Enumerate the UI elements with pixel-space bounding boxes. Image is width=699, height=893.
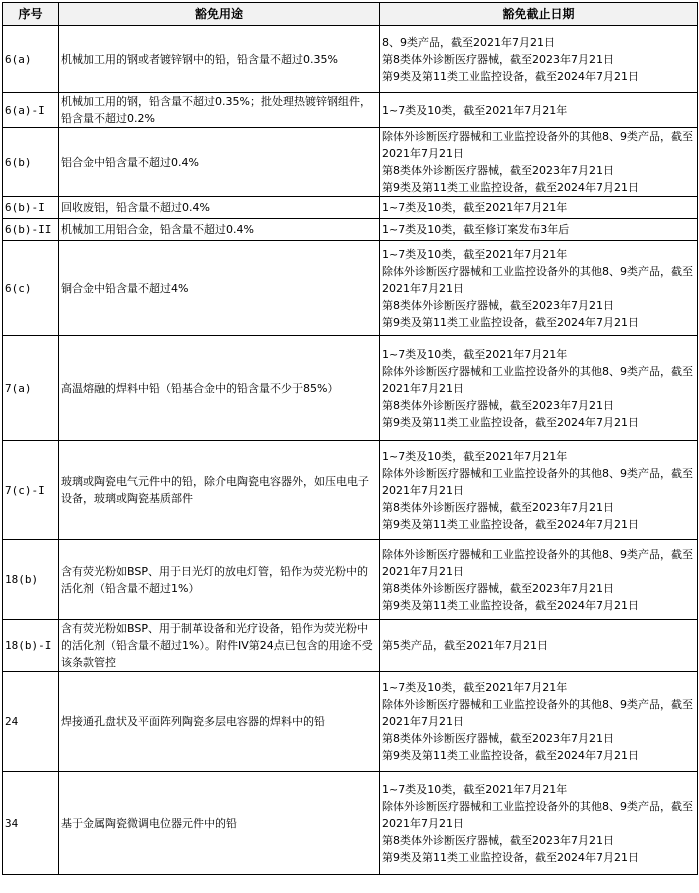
- expiry-line: 第8类体外诊断医疗器械，截至2023年7月21日: [382, 398, 614, 412]
- expiry-line: 1~7类及10类，截至2021年7月21年: [382, 247, 568, 261]
- expiry-line: 第9类及第11类工业监控设备，截至2024年7月21日: [382, 69, 639, 83]
- item-number: 6(a): [3, 26, 59, 93]
- expiry-line: 1~7类及10类，截至2021年7月21年: [382, 201, 568, 214]
- exempted-use: 含有荧光粉如BSP、用于日光灯的放电灯管，铅作为荧光粉中的活化剂（铅含量不超过1%）: [59, 540, 380, 620]
- table-row: [3, 197, 698, 219]
- expiry-cell: [380, 620, 698, 672]
- table-row: [3, 26, 698, 93]
- item-number: 18(b): [3, 540, 59, 620]
- expiry-cell: [380, 672, 698, 772]
- item-number: 6(b)-I: [3, 197, 59, 219]
- expiry-line: 除体外诊断医疗器械和工业监控设备外的其他8、9类产品，截至2021年7月21日: [382, 799, 693, 830]
- expiry-line: 除体外诊断医疗器械和工业监控设备外的其他8、9类产品，截至2021年7月21日: [382, 547, 693, 578]
- expiry-line: 第8类体外诊断医疗器械，截至2023年7月21日: [382, 52, 614, 66]
- item-number: 6(a)-I: [3, 93, 59, 128]
- table-row: [3, 336, 698, 441]
- expiry-line: 除体外诊断医疗器械和工业监控设备外的其他8、9类产品，截至2021年7月21日: [382, 698, 693, 728]
- expiry-cell: [380, 441, 698, 540]
- item-number: 24: [3, 672, 59, 772]
- expiry-line: 第9类及第11类工业监控设备，截至2024年7月21日: [382, 415, 639, 429]
- table-row: [3, 441, 698, 540]
- expiry-line: 除体外诊断医疗器械和工业监控设备外的其他8、9类产品，截至2021年7月21日: [382, 264, 693, 295]
- item-number: 34: [3, 772, 59, 875]
- exempted-use: 机械加工用的钢，铅含量不超过0.35%；批处理热镀锌钢组件，铅含量不超过0.2%: [59, 93, 380, 128]
- expiry-line: 1~7类及10类，截至修订案发布3年后: [382, 223, 570, 236]
- table-row: [3, 241, 698, 336]
- expiry-line: 第8类体外诊断医疗器械，截至2023年7月21日: [382, 732, 614, 745]
- exempted-use: 含有荧光粉如BSP、用于制革设备和光疗设备，铅作为荧光粉中的活化剂（铅含量不超过1%）。附件IV第24点已包含的用途不受该条款管控: [59, 620, 380, 672]
- expiry-line: 1~7类及10类，截至2021年7月21年: [382, 782, 568, 796]
- expiry-cell: [380, 540, 698, 620]
- exempted-use: 高温熔融的焊料中铅（铅基合金中的铅含量不少于85%）: [59, 336, 380, 441]
- table-row: [3, 540, 698, 620]
- item-number: 7(a): [3, 336, 59, 441]
- expiry-line: 第9类及第11类工业监控设备，截至2024年7月21日: [382, 598, 639, 612]
- expiry-cell: [380, 197, 698, 219]
- header-row: [3, 3, 698, 26]
- expiry-cell: [380, 772, 698, 875]
- item-number: 6(c): [3, 241, 59, 336]
- exempted-use: 机械加工用的钢或者镀锌钢中的铅，铅含量不超过0.35%: [59, 26, 380, 93]
- header-use: 豁免用途: [59, 3, 380, 26]
- table-row: [3, 772, 698, 875]
- expiry-line: 1~7类及10类，截至2021年7月21年: [382, 681, 568, 694]
- table-row: [3, 219, 698, 241]
- table-row: [3, 620, 698, 672]
- exemption-table: [2, 2, 698, 875]
- table-body: [3, 26, 698, 875]
- item-number: 7(c)-I: [3, 441, 59, 540]
- expiry-cell: [380, 336, 698, 441]
- expiry-line: 第9类及第11类工业监控设备，截至2024年7月21日: [382, 181, 639, 194]
- exempted-use: 玻璃或陶瓷电气元件中的铅，除介电陶瓷电容器外，如压电电子设备，玻璃或陶瓷基质部件: [59, 441, 380, 540]
- exempted-use: 回收废铝，铅含量不超过0.4%: [59, 197, 380, 219]
- expiry-line: 第8类体外诊断医疗器械，截至2023年7月21日: [382, 298, 614, 312]
- expiry-line: 除体外诊断医疗器械和工业监控设备外的其他8、9类产品，截至2021年7月21日: [382, 466, 693, 497]
- header-deadline: 豁免截止日期: [380, 3, 698, 26]
- expiry-line: 第9类及第11类工业监控设备，截至2024年7月21日: [382, 850, 639, 864]
- item-number: 18(b)-I: [3, 620, 59, 672]
- exempted-use: 机械加工用铝合金，铅含量不超过0.4%: [59, 219, 380, 241]
- expiry-line: 8、9类产品，截至2021年7月21日: [382, 35, 555, 49]
- expiry-cell: [380, 241, 698, 336]
- expiry-line: 第9类及第11类工业监控设备，截至2024年7月21日: [382, 315, 639, 329]
- expiry-line: 除体外诊断医疗器械和工业监控设备外的其他8、9类产品，截至2021年7月21日: [382, 364, 693, 395]
- exempted-use: 铜合金中铅含量不超过4%: [59, 241, 380, 336]
- expiry-cell: [380, 93, 698, 128]
- expiry-cell: [380, 219, 698, 241]
- expiry-line: 第8类体外诊断医疗器械，截至2023年7月21日: [382, 581, 614, 595]
- header-no: 序号: [3, 3, 59, 26]
- expiry-line: 1~7类及10类，截至2021年7月21年: [382, 103, 568, 117]
- exempted-use: 焊接通孔盘状及平面阵列陶瓷多层电容器的焊料中的铅: [59, 672, 380, 772]
- item-number: 6(b): [3, 128, 59, 197]
- exempted-use: 基于金属陶瓷微调电位器元件中的铅: [59, 772, 380, 875]
- table-row: [3, 128, 698, 197]
- table-row: [3, 672, 698, 772]
- exempted-use: 铝合金中铅含量不超过0.4%: [59, 128, 380, 197]
- expiry-line: 第8类体外诊断医疗器械，截至2023年7月21日: [382, 500, 614, 514]
- expiry-line: 第9类及第11类工业监控设备，截至2024年7月21日: [382, 517, 639, 531]
- expiry-line: 1~7类及10类，截至2021年7月21年: [382, 347, 568, 361]
- expiry-line: 第8类体外诊断医疗器械，截至2023年7月21日: [382, 164, 614, 177]
- item-number: 6(b)-II: [3, 219, 59, 241]
- table-row: [3, 93, 698, 128]
- expiry-line: 1~7类及10类，截至2021年7月21年: [382, 449, 568, 463]
- expiry-cell: [380, 128, 698, 197]
- expiry-line: 除体外诊断医疗器械和工业监控设备外的其他8、9类产品，截至2021年7月21日: [382, 130, 693, 160]
- expiry-line: 第8类体外诊断医疗器械，截至2023年7月21日: [382, 833, 614, 847]
- expiry-line: 第5类产品，截至2021年7月21日: [382, 639, 548, 652]
- expiry-cell: [380, 26, 698, 93]
- expiry-line: 第9类及第11类工业监控设备，截至2024年7月21日: [382, 749, 639, 762]
